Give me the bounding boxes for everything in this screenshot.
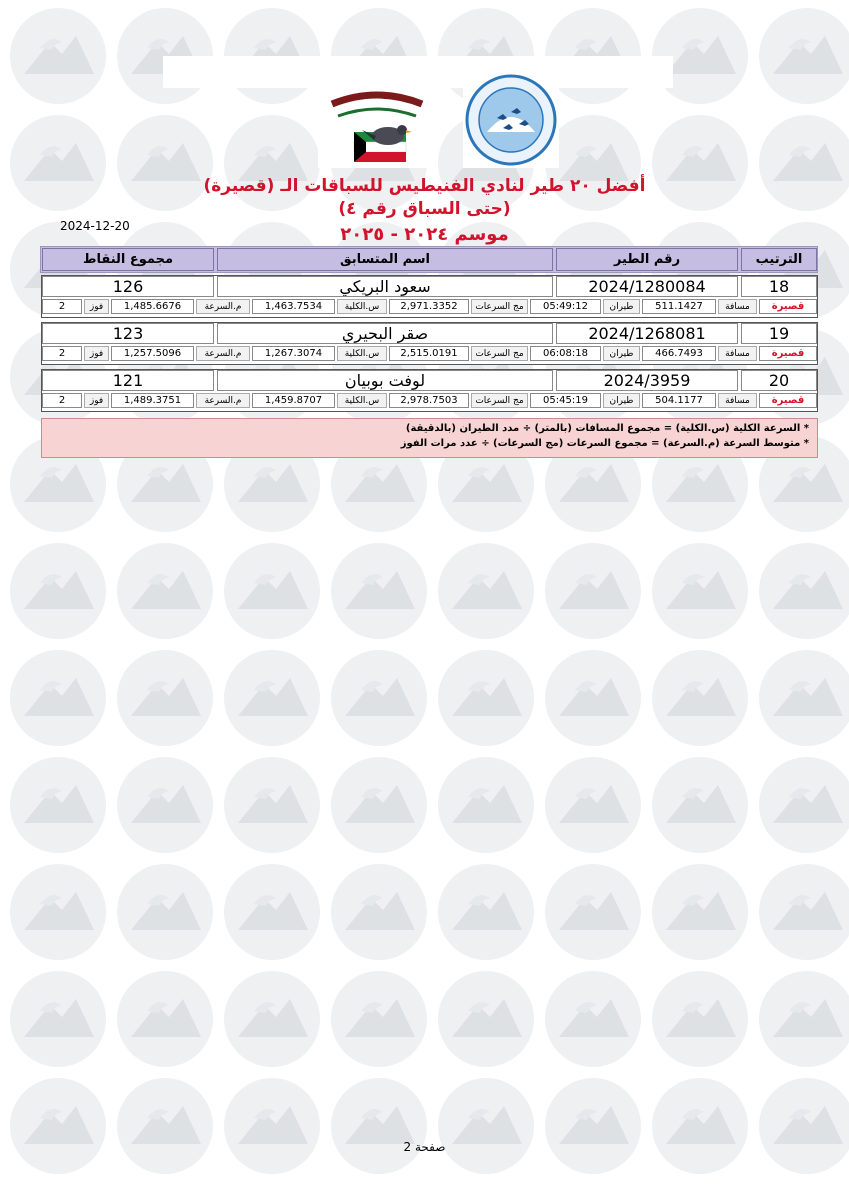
distance-label: مسافة: [718, 299, 757, 314]
wins-value: 2: [42, 299, 82, 314]
total-speed-value: 1,459.8707: [252, 393, 335, 408]
rank-cell: 18: [741, 276, 817, 297]
category-label: قصيرة: [759, 299, 817, 314]
distance-value: 504.1177: [642, 393, 716, 408]
wins-label: فوز: [84, 346, 109, 361]
speed-sum-value: 2,515.0191: [389, 346, 469, 361]
report-subtitle: (حتى السباق رقم ٤): [338, 199, 511, 219]
column-header-ring: رقم الطير: [556, 248, 738, 271]
redacted-bar: [163, 56, 673, 88]
report-date: 2024-12-20: [60, 219, 130, 233]
column-header-name: اسم المتسابق: [217, 248, 553, 271]
avg-speed-label: م.السرعة: [196, 393, 250, 408]
total-points-cell: 121: [42, 370, 214, 391]
flight-time-value: 06:08:18: [530, 346, 601, 361]
category-label: قصيرة: [759, 346, 817, 361]
report-title: أفضل ٢٠ طير لنادي الفنيطيس للسباقات الـ (قصيرة): [203, 176, 646, 196]
wins-label: فوز: [84, 299, 109, 314]
speed-sum-label: مج السرعات: [471, 299, 528, 314]
avg-speed-value: 1,485.6676: [111, 299, 194, 314]
wins-value: 2: [42, 393, 82, 408]
season-label: موسم ٢٠٢٤ - ٢٠٢٥: [340, 224, 509, 245]
total-speed-label: س.الكلية: [337, 346, 387, 361]
speed-sum-value: 2,971.3352: [389, 299, 469, 314]
distance-label: مسافة: [718, 346, 757, 361]
speed-sum-value: 2,978.7503: [389, 393, 469, 408]
total-points-cell: 123: [42, 323, 214, 344]
total-speed-value: 1,463.7534: [252, 299, 335, 314]
total-speed-label: س.الكلية: [337, 299, 387, 314]
flight-label: طيران: [603, 299, 640, 314]
avg-speed-label: م.السرعة: [196, 299, 250, 314]
distance-value: 511.1427: [642, 299, 716, 314]
ring-number-cell: 2024/1268081: [556, 323, 738, 344]
competitor-name-cell: لوفت بوبيان: [217, 370, 553, 391]
competitor-name-cell: سعود البريكي: [217, 276, 553, 297]
distance-value: 466.7493: [642, 346, 716, 361]
note-avg-speed: * متوسط السرعة (م.السرعة) = مجموع السرعات (مج السرعات) ÷ عدد مرات الفوز: [400, 438, 809, 449]
distance-label: مسافة: [718, 393, 757, 408]
speed-sum-label: مج السرعات: [471, 346, 528, 361]
ring-number-cell: 2024/3959: [556, 370, 738, 391]
column-header-points: مجموع النقاط: [42, 248, 214, 271]
wins-label: فوز: [84, 393, 109, 408]
ring-number-cell: 2024/1280084: [556, 276, 738, 297]
rank-cell: 20: [741, 370, 817, 391]
column-header-rank: الترتيب: [741, 248, 817, 271]
notes-box: [41, 418, 818, 458]
category-label: قصيرة: [759, 393, 817, 408]
avg-speed-label: م.السرعة: [196, 346, 250, 361]
rank-cell: 19: [741, 323, 817, 344]
speed-sum-label: مج السرعات: [471, 393, 528, 408]
flight-time-value: 05:45:19: [530, 393, 601, 408]
flight-label: طيران: [603, 346, 640, 361]
total-points-cell: 126: [42, 276, 214, 297]
page-number: صفحة 2: [403, 1140, 446, 1154]
note-total-speed: * السرعة الكلية (س.الكلية) = مجموع المسافات (بالمتر) ÷ مدد الطيران (بالدقيقة): [405, 423, 809, 434]
total-speed-label: س.الكلية: [337, 393, 387, 408]
federation-emblem-logo: [463, 72, 559, 168]
total-speed-value: 1,267.3074: [252, 346, 335, 361]
avg-speed-value: 1,257.5096: [111, 346, 194, 361]
wins-value: 2: [42, 346, 82, 361]
kuwait-pigeon-club-logo: [318, 86, 436, 168]
avg-speed-value: 1,489.3751: [111, 393, 194, 408]
flight-label: طيران: [603, 393, 640, 408]
competitor-name-cell: صقر البحيري: [217, 323, 553, 344]
flight-time-value: 05:49:12: [530, 299, 601, 314]
